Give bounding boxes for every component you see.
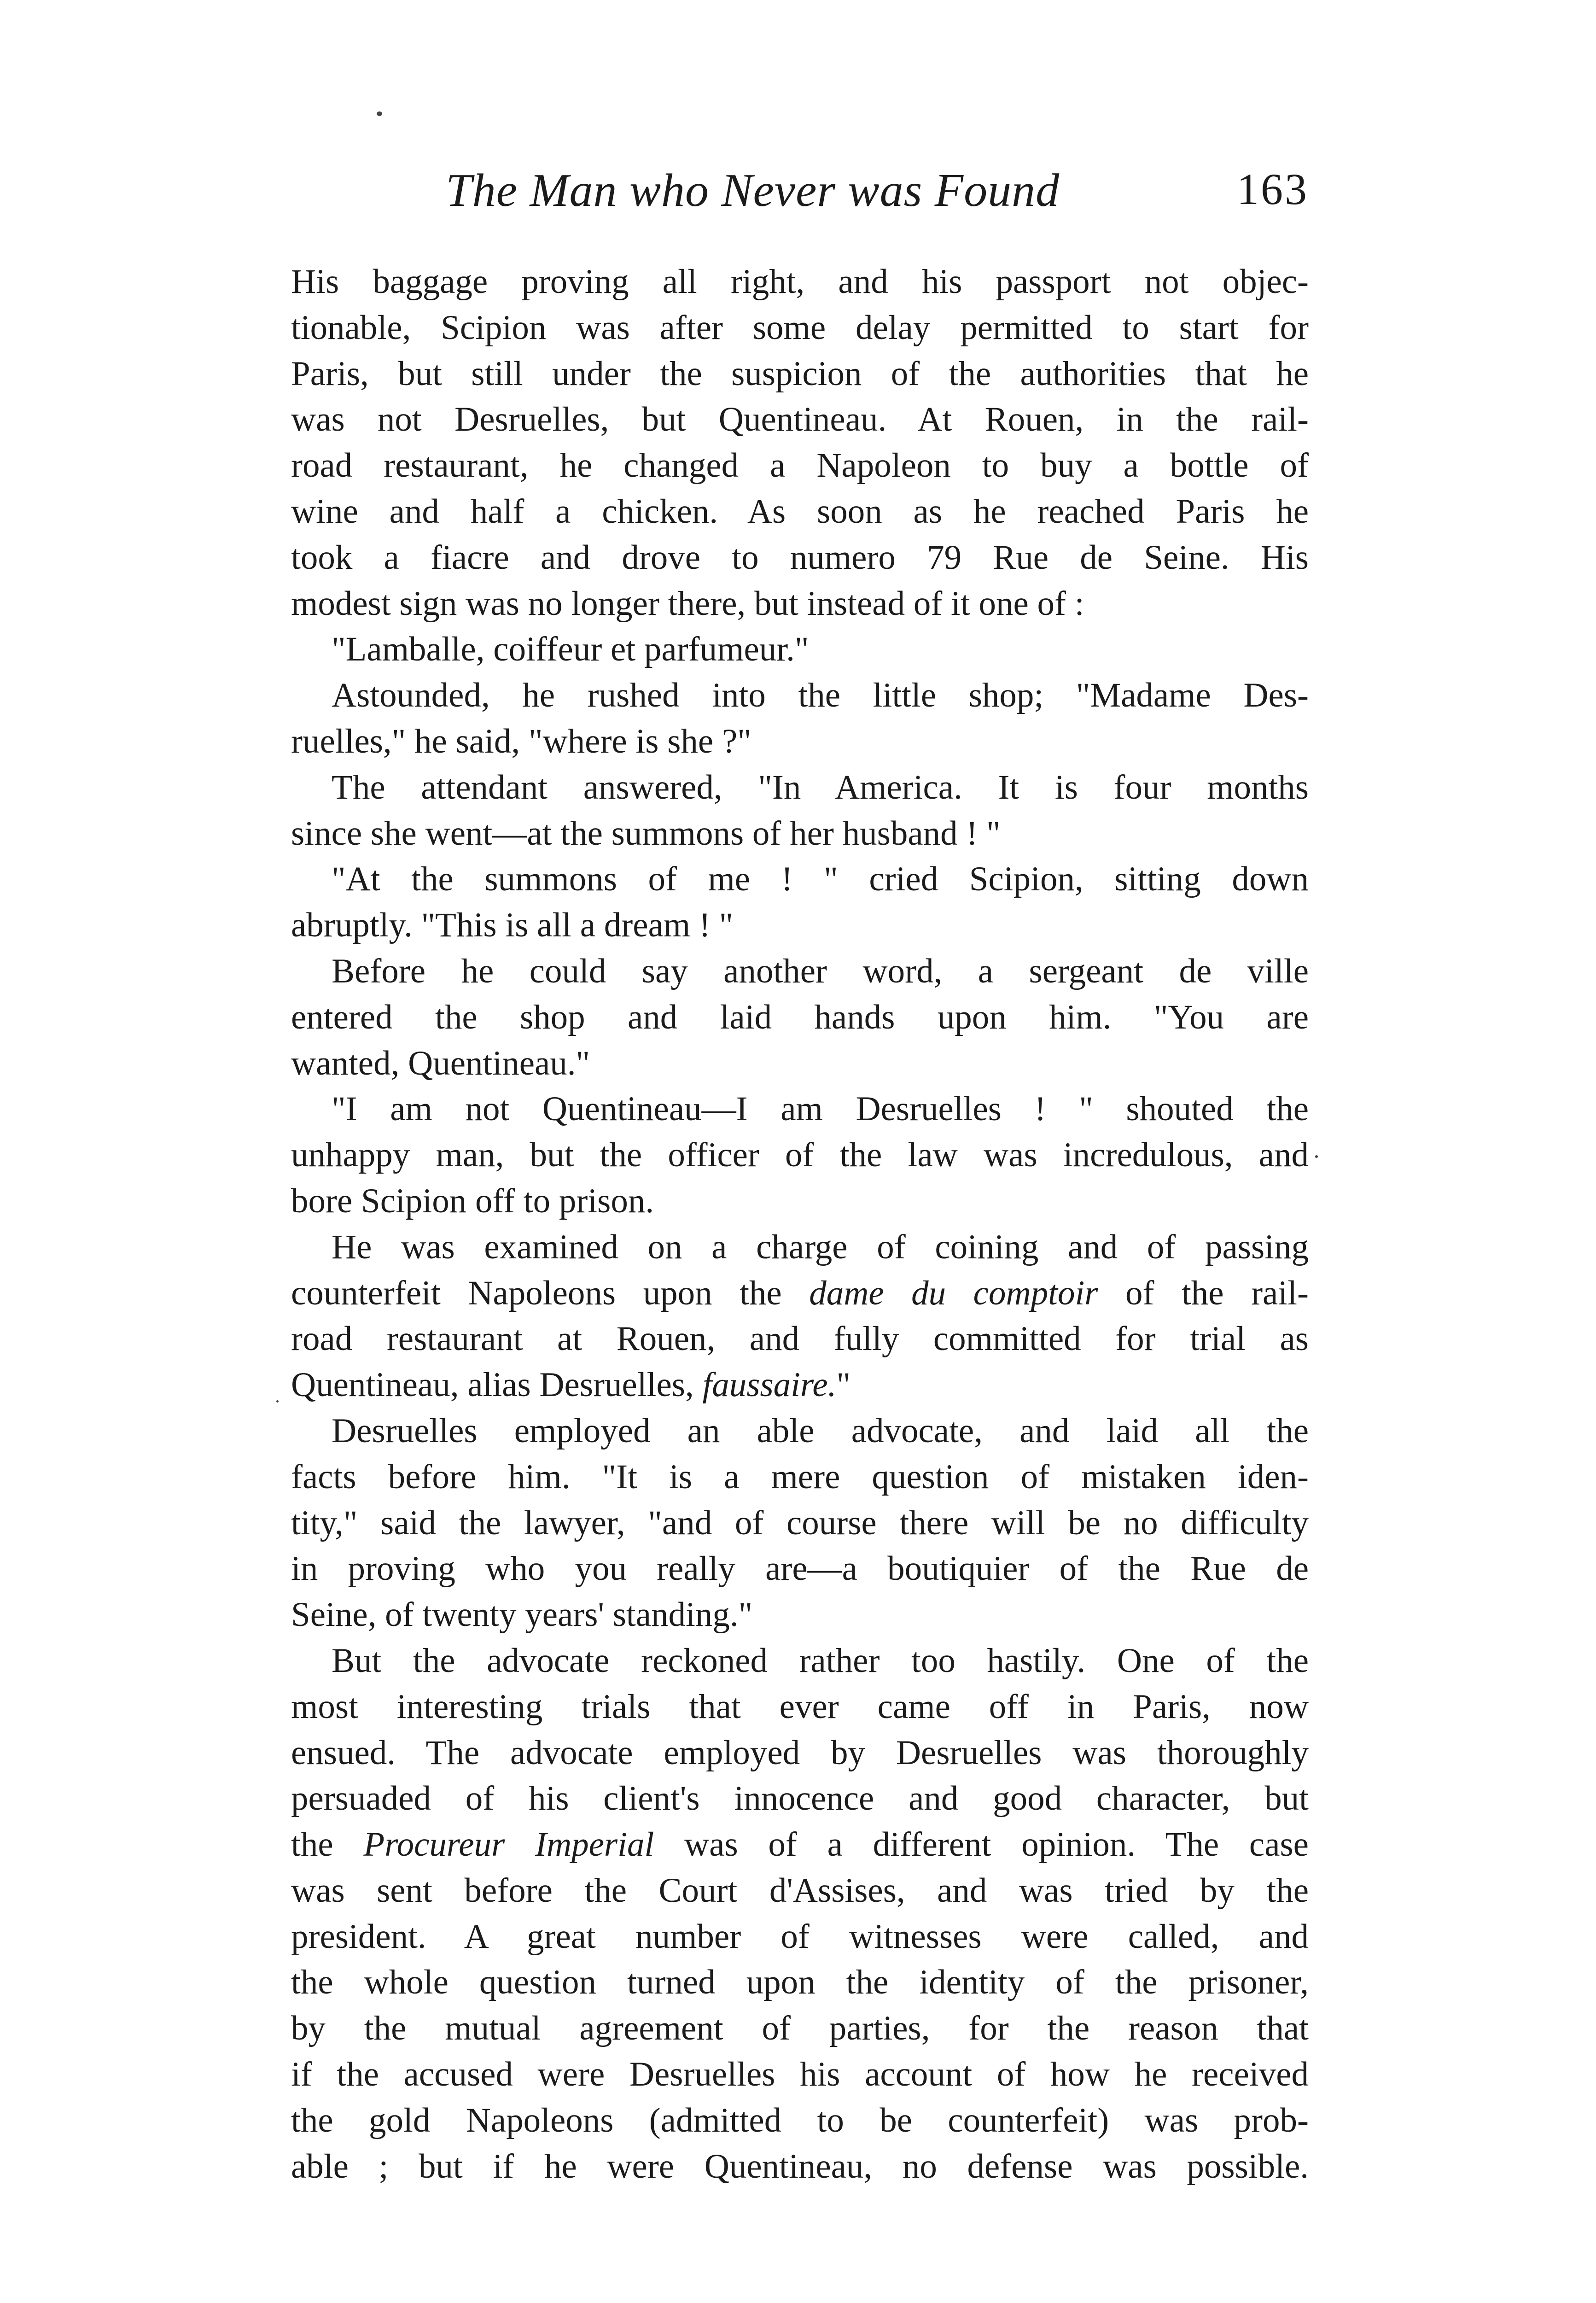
text-line: in proving who you really are—a boutiquier of the Rue de: [291, 1549, 1309, 1588]
text-line: But the advocate reckoned rather too hastily. One of the: [332, 1641, 1309, 1680]
text-line: Paris, but still under the suspicion of the authorities that he: [291, 354, 1309, 393]
text-line: wine and half a chicken. As soon as he reached Paris he: [291, 492, 1309, 531]
text-line: "I am not Quentineau—I am Desruelles ! " shouted the: [332, 1090, 1309, 1128]
text-line: "Lamballe, coiffeur et parfumeur.": [332, 630, 809, 669]
text-line: since she went—at the summons of her husband ! ": [291, 814, 1001, 853]
text-line: was not Desruelles, but Quentineau. At Rouen, in the rail-: [291, 400, 1309, 439]
text-line: took a fiacre and drove to numero 79 Rue de Seine. His: [291, 538, 1309, 577]
italic-phrase: dame du comptoir: [809, 1274, 1098, 1312]
text-line: bore Scipion off to prison.: [291, 1181, 654, 1220]
text-line: wanted, Quentineau.": [291, 1044, 590, 1082]
text-line: unhappy man, but the officer of the law was incredulous, and: [291, 1136, 1309, 1175]
text-line: the whole question turned upon the identity of the prisoner,: [291, 1963, 1309, 2002]
body-text: [291, 259, 1309, 2189]
text-line: tity," said the lawyer, "and of course there will be no difficulty: [291, 1503, 1309, 1542]
text-line: abruptly. "This is all a dream ! ": [291, 906, 734, 945]
italic-phrase: Procureur Imperial: [363, 1825, 654, 1864]
ink-speck: [1315, 1155, 1318, 1158]
text-line: Desruelles employed an able advocate, and laid all the: [332, 1411, 1309, 1450]
text-line: able ; but if he were Quentineau, no defense was possible.: [291, 2147, 1309, 2186]
italic-phrase: faussaire.: [702, 1366, 837, 1404]
text-line: Before he could say another word, a sergeant de ville: [332, 952, 1309, 990]
ink-speck: [377, 111, 382, 116]
running-head: [291, 164, 1309, 223]
text-line: by the mutual agreement of parties, for the reason that: [291, 2009, 1309, 2048]
text-line: was sent before the Court d'Assises, and was tried by the: [291, 1871, 1309, 1910]
text-line: Astounded, he rushed into the little shop; "Madame Des-: [332, 676, 1309, 715]
text-line: the Procureur Imperial was of a different opinion. The case: [291, 1825, 1309, 1864]
text-line: if the accused were Desruelles his account of how he received: [291, 2055, 1309, 2094]
text-line: the gold Napoleons (admitted to be counterfeit) was prob-: [291, 2101, 1309, 2139]
text-line: road restaurant, he changed a Napoleon to buy a bottle of: [291, 446, 1309, 485]
running-title: The Man who Never was Found: [446, 164, 1060, 216]
text-line: counterfeit Napoleons upon the dame du comptoir of the rail-: [291, 1274, 1309, 1312]
text-line: entered the shop and laid hands upon him. "You are: [291, 998, 1309, 1036]
text-line: Seine, of twenty years' standing.": [291, 1596, 753, 1634]
text-line: The attendant answered, "In America. It is four months: [332, 768, 1309, 807]
text-line: tionable, Scipion was after some delay permitted to start for: [291, 308, 1309, 347]
page-number: 163: [1237, 164, 1309, 214]
text-line: Quentineau, alias Desruelles, faussaire.": [291, 1366, 851, 1404]
text-line: ruelles," he said, "where is she ?": [291, 722, 751, 760]
text-line: most interesting trials that ever came off in Paris, now: [291, 1687, 1309, 1726]
text-line: "At the summons of me ! " cried Scipion, sitting down: [332, 860, 1309, 899]
ink-speck: [276, 1400, 279, 1403]
text-line: road restaurant at Rouen, and fully committed for trial as: [291, 1320, 1309, 1358]
text-line: He was examined on a charge of coining and of passing: [332, 1227, 1309, 1266]
text-line: His baggage proving all right, and his passport not objec-: [291, 263, 1309, 301]
text-line: modest sign was no longer there, but instead of it one of :: [291, 584, 1084, 623]
text-line: facts before him. "It is a mere question of mistaken iden-: [291, 1457, 1309, 1496]
text-line: persuaded of his client's innocence and good character, but: [291, 1779, 1309, 1818]
text-line: president. A great number of witnesses were called, and: [291, 1917, 1309, 1956]
text-line: ensued. The advocate employed by Desruelles was thoroughly: [291, 1733, 1309, 1772]
